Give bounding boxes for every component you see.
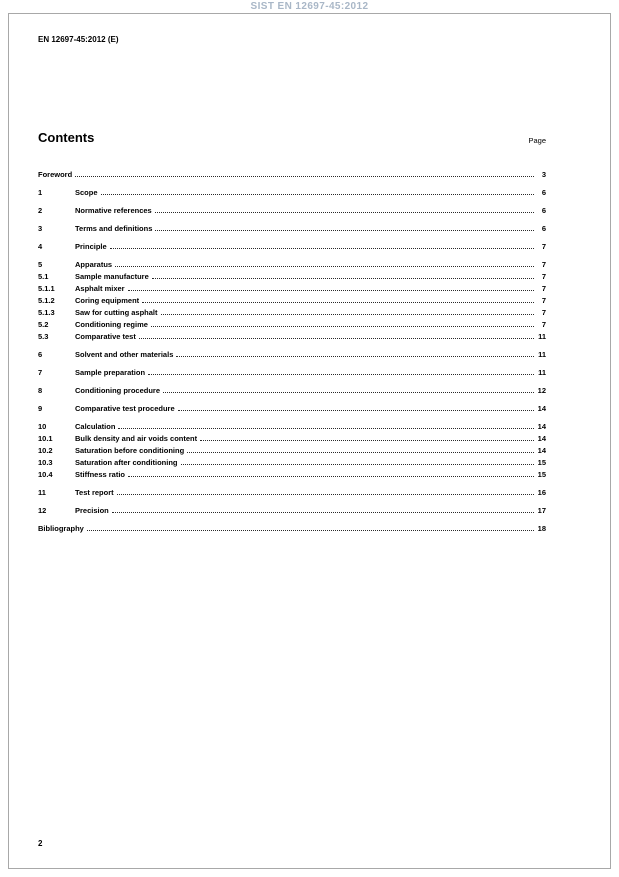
toc-entry-title: Scope bbox=[75, 187, 98, 197]
toc-entry-title: Saturation before conditioning bbox=[75, 445, 185, 455]
toc-entry bbox=[38, 505, 546, 514]
toc-entry-page: 6 bbox=[541, 223, 546, 233]
toc-leader-dots bbox=[75, 176, 534, 177]
toc-leader-dots bbox=[87, 530, 534, 531]
toc-leader-dots bbox=[163, 392, 534, 393]
toc-entry-title: Comparative test procedure bbox=[75, 403, 175, 413]
toc-entry-page: 11 bbox=[538, 349, 546, 359]
toc-entry-page: 6 bbox=[541, 205, 546, 215]
toc-leader-dots bbox=[142, 302, 534, 303]
toc-leader-dots bbox=[161, 314, 534, 315]
page-column-label: Page bbox=[528, 136, 546, 145]
toc-leader-dots bbox=[110, 248, 534, 249]
page-number: 2 bbox=[38, 839, 43, 848]
toc-entry-number: 5.1.1 bbox=[38, 283, 55, 293]
toc-leader-dots bbox=[187, 452, 534, 453]
toc-entry-title: Sample manufacture bbox=[75, 271, 149, 281]
toc-entry-title: Saturation after conditioning bbox=[75, 457, 178, 467]
toc-entry-page: 15 bbox=[537, 469, 546, 479]
toc-entry bbox=[38, 457, 546, 466]
toc-entry-number: 8 bbox=[38, 385, 43, 395]
toc-entry-title: Stiffness ratio bbox=[75, 469, 126, 479]
toc-entry-number: 10.4 bbox=[38, 469, 53, 479]
toc-entry-page: 11 bbox=[538, 367, 546, 377]
toc-leader-dots bbox=[178, 410, 534, 411]
toc-entry bbox=[38, 445, 546, 454]
toc-entry-title: Coring equipment bbox=[75, 295, 140, 305]
toc-entry bbox=[38, 241, 546, 250]
toc-entry-number: 5.3 bbox=[38, 331, 49, 341]
toc-entry-number: 2 bbox=[38, 205, 43, 215]
document-reference: EN 12697-45:2012 (E) bbox=[38, 35, 119, 44]
toc-entry-title: Terms and definitions bbox=[75, 223, 153, 233]
toc-entry-title: Apparatus bbox=[75, 259, 113, 269]
toc-leader-dots bbox=[176, 356, 534, 357]
toc-entry bbox=[38, 205, 546, 214]
toc-entry bbox=[38, 283, 546, 292]
toc-entry-number: 10.1 bbox=[38, 433, 53, 443]
toc-entry-number: 6 bbox=[38, 349, 43, 359]
toc-entry-number: 10 bbox=[38, 421, 47, 431]
toc-leader-dots bbox=[115, 266, 534, 267]
toc-entry bbox=[38, 331, 546, 340]
toc-entry-number: 5.1 bbox=[38, 271, 49, 281]
toc-entry bbox=[38, 385, 546, 394]
toc-entry bbox=[38, 487, 546, 496]
toc-entry-title: Asphalt mixer bbox=[75, 283, 125, 293]
page-border bbox=[8, 13, 611, 869]
toc-leader-dots bbox=[112, 512, 534, 513]
toc-entry bbox=[38, 523, 546, 532]
toc-entry-number: 5.1.2 bbox=[38, 295, 55, 305]
toc-entry-title: Bibliography bbox=[38, 523, 84, 533]
toc-entry-title: Test report bbox=[75, 487, 114, 497]
toc-entry-page: 7 bbox=[541, 271, 546, 281]
toc-entry-title: Conditioning regime bbox=[75, 319, 148, 329]
toc-leader-dots bbox=[151, 326, 534, 327]
toc-leader-dots bbox=[118, 428, 534, 429]
toc-entry-page: 7 bbox=[541, 319, 546, 329]
toc-entry bbox=[38, 367, 546, 376]
toc-entry-title: Foreword bbox=[38, 169, 73, 179]
toc-entry-page: 14 bbox=[537, 433, 546, 443]
toc-entry-page: 18 bbox=[537, 523, 546, 533]
toc-entry bbox=[38, 349, 546, 358]
toc-leader-dots bbox=[101, 194, 534, 195]
toc-entry-number: 7 bbox=[38, 367, 43, 377]
toc-entry-number: 10.3 bbox=[38, 457, 53, 467]
toc-entry-page: 16 bbox=[537, 487, 546, 497]
toc-leader-dots bbox=[139, 338, 534, 339]
toc-entry-number: 5.2 bbox=[38, 319, 49, 329]
toc-entry bbox=[38, 271, 546, 280]
toc-entry bbox=[38, 223, 546, 232]
toc-entry-number: 12 bbox=[38, 505, 47, 515]
toc-leader-dots bbox=[155, 230, 534, 231]
toc-leader-dots bbox=[128, 476, 534, 477]
toc-entry-page: 3 bbox=[541, 169, 546, 179]
toc-entry-page: 7 bbox=[541, 241, 546, 251]
toc-entry-page: 17 bbox=[537, 505, 546, 515]
toc-entry bbox=[38, 469, 546, 478]
toc-entry-number: 4 bbox=[38, 241, 43, 251]
toc-entry-title: Conditioning procedure bbox=[75, 385, 160, 395]
toc-entry-number: 3 bbox=[38, 223, 43, 233]
toc-entry-number: 5 bbox=[38, 259, 43, 269]
toc-entry-title: Bulk density and air voids content bbox=[75, 433, 198, 443]
toc-entry-page: 6 bbox=[541, 187, 546, 197]
toc-entry-title: Saw for cutting asphalt bbox=[75, 307, 158, 317]
toc-entry-title: Comparative test bbox=[75, 331, 136, 341]
toc-entry-page: 14 bbox=[537, 403, 546, 413]
toc-entry-page: 11 bbox=[538, 331, 546, 341]
toc-entry-title: Sample preparation bbox=[75, 367, 146, 377]
contents-header bbox=[38, 130, 546, 145]
toc-entry-page: 14 bbox=[537, 445, 546, 455]
toc-entry bbox=[38, 187, 546, 196]
toc-entry-title: Precision bbox=[75, 505, 109, 515]
toc-entry bbox=[38, 433, 546, 442]
watermark-header: SIST EN 12697-45:2012 bbox=[250, 1, 369, 12]
toc-leader-dots bbox=[155, 212, 534, 213]
toc-entry-page: 12 bbox=[537, 385, 546, 395]
toc-leader-dots bbox=[152, 278, 534, 279]
toc-entry bbox=[38, 421, 546, 430]
toc-entry bbox=[38, 295, 546, 304]
table-of-contents bbox=[38, 169, 546, 532]
toc-leader-dots bbox=[128, 290, 534, 291]
toc-entry-number: 1 bbox=[38, 187, 43, 197]
toc-entry bbox=[38, 307, 546, 316]
toc-leader-dots bbox=[181, 464, 535, 465]
contents-title: Contents bbox=[38, 130, 95, 145]
toc-entry-page: 7 bbox=[541, 259, 546, 269]
toc-entry-page: 7 bbox=[541, 283, 546, 293]
toc-entry bbox=[38, 403, 546, 412]
toc-entry-title: Calculation bbox=[75, 421, 116, 431]
toc-entry bbox=[38, 259, 546, 268]
toc-entry bbox=[38, 319, 546, 328]
toc-entry-number: 11 bbox=[38, 487, 46, 497]
toc-entry-page: 15 bbox=[537, 457, 546, 467]
toc-entry-number: 5.1.3 bbox=[38, 307, 55, 317]
toc-entry-title: Principle bbox=[75, 241, 107, 251]
toc-entry-number: 9 bbox=[38, 403, 43, 413]
toc-leader-dots bbox=[200, 440, 534, 441]
toc-leader-dots bbox=[117, 494, 534, 495]
toc-entry-title: Normative references bbox=[75, 205, 152, 215]
toc-entry-number: 10.2 bbox=[38, 445, 53, 455]
toc-entry-title: Solvent and other materials bbox=[75, 349, 174, 359]
toc-entry-page: 7 bbox=[541, 295, 546, 305]
toc-leader-dots bbox=[148, 374, 534, 375]
toc-entry-page: 7 bbox=[541, 307, 546, 317]
toc-entry bbox=[38, 169, 546, 178]
toc-entry-page: 14 bbox=[537, 421, 546, 431]
